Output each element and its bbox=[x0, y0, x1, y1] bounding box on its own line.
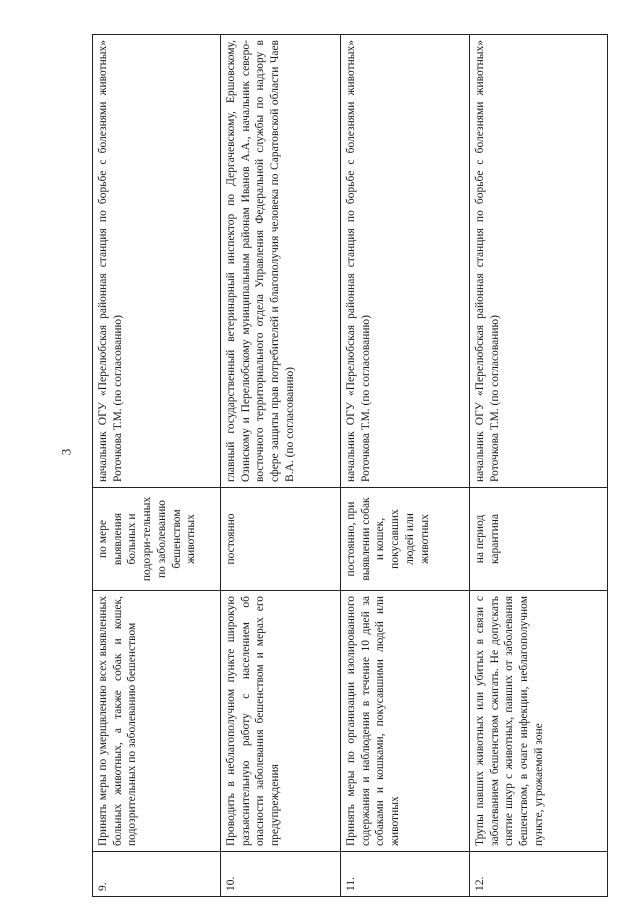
responsible-cell: главный государственный ветеринарный инспектор по Дергачевскому, Ершовскому, Озинскому и Перелюбскому муниципальным районам Иванов А.А., начальник северо-восточного территориального отдела Управления Федеральной службы по надзору в сфере защиты прав потребителей и благополучия человека по Саратовской области Чаев В.А. (по согласованию) bbox=[221, 35, 341, 488]
responsible-cell: начальник ОГУ «Перелюбская районная станция по борьбе с болезнями животных» Роточкова Т.М. (по согласованию) bbox=[93, 35, 221, 488]
measures-table bbox=[92, 34, 608, 897]
page-number: 3 bbox=[58, 448, 74, 456]
row-number: 9. bbox=[93, 852, 221, 897]
measure-cell: Принять меры по умерщвлению всех выявленных больных животных, а также собак и кошек, подозрительных по заболеванию бешенством bbox=[93, 591, 221, 852]
measure-cell: Принять меры по организации изолированного содержания и наблюдения в течение 10 дней за собаками и кошками, покусавшими людей или животных bbox=[341, 591, 470, 852]
term-cell: постоянно, при выявлении собак и кошек, покусавших людей или животных bbox=[341, 488, 470, 591]
row-number: 11. bbox=[341, 852, 470, 897]
table-row bbox=[341, 35, 470, 897]
table-row bbox=[221, 35, 341, 897]
term-cell: на период карантина bbox=[470, 488, 608, 591]
rotated-table-wrapper bbox=[92, 34, 607, 897]
table-row bbox=[470, 35, 608, 897]
term-cell: по мере выявления больных и подозри-тельных по заболеванию бешенством животных bbox=[93, 488, 221, 591]
responsible-cell: начальник ОГУ «Перелюбская районная станция по борьбе с болезнями животных» Роточкова Т.М. (по согласованию) bbox=[470, 35, 608, 488]
term-cell: постоянно bbox=[221, 488, 341, 591]
measure-cell: Трупы павших животных или убитых в связи с заболеванием бешенством сжигать. Не допускать снятие шкур с животных, павших от заболевания бешенством, в очаге инфекции, неблагополучном пункте, угрожаемой зоне bbox=[470, 591, 608, 852]
table-row bbox=[93, 35, 221, 897]
responsible-cell: начальник ОГУ «Перелюбская районная станция по борьбе с болезнями животных» Роточкова Т.М. (по согласованию) bbox=[341, 35, 470, 488]
row-number: 10. bbox=[221, 852, 341, 897]
measure-cell: Проводить в неблагополучном пункте широкую разъяснительную работу с населением об опасности заболевания бешенством и мерах его предупреждения bbox=[221, 591, 341, 852]
row-number: 12. bbox=[470, 852, 608, 897]
